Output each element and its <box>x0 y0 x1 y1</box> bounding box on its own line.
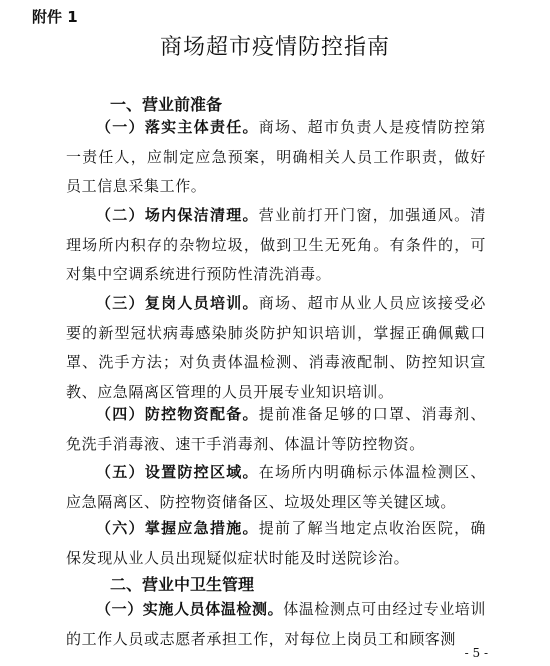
paragraph-lead: （一）落实主体责任。 <box>96 118 259 136</box>
document-title: 商场超市疫情防控指南 <box>159 35 390 60</box>
paragraph-5 <box>66 458 486 517</box>
section-heading-1: 一、营业前准备 <box>110 95 223 114</box>
paragraph-body: 在场所内明确标示体温检测区、应急隔离区、防控物资储备区、垃圾处理区等关键区域。 <box>66 463 486 511</box>
paragraph-7 <box>66 595 486 654</box>
paragraph-body: 商场、超市负责人是疫情防控第一责任人，应制定应急预案，明确相关人员工作职责，做好员工信息采集工作。 <box>66 118 486 195</box>
section-heading-2: 二、营业中卫生管理 <box>110 575 255 594</box>
paragraph-4 <box>66 400 486 459</box>
paragraph-body: 提前准备足够的口罩、消毒剂、免洗手消毒液、速干手消毒剂、体温计等防控物资。 <box>66 405 486 453</box>
paragraph-lead: （五）设置防控区域。 <box>96 463 259 481</box>
paragraph-2 <box>66 201 486 290</box>
paragraph-body: 提前了解当地定点收治医院，确保发现从业人员出现疑似症状时能及时送院诊治。 <box>66 519 486 567</box>
paragraph-lead: （一）实施人员体温检测。 <box>96 600 284 618</box>
paragraph-body: 营业前打开门窗，加强通风。清理场所内积存的杂物垃圾，做到卫生无死角。有条件的，可对集中空调系统进行预防性清洗消毒。 <box>66 206 486 283</box>
page-number: - 5 - <box>464 646 488 660</box>
paragraph-lead: （二）场内保洁清理。 <box>96 206 259 224</box>
paragraph-lead: （三）复岗人员培训。 <box>96 294 259 312</box>
paragraph-body: 商场、超市从业人员应该接受必要的新型冠状病毒感染肺炎防护知识培训，掌握正确佩戴口罩、洗手方法；对负责体温检测、消毒液配制、防控知识宣教、应急隔离区管理的人员开展专业知识培训。 <box>66 294 486 401</box>
paragraph-lead: （四）防控物资配备。 <box>96 405 259 423</box>
paragraph-3 <box>66 289 486 407</box>
paragraph-body: 体温检测点可由经过专业培训的工作人员或志愿者承担工作，对每位上岗员工和顾客测 <box>66 600 487 648</box>
attachment-label: 附件 1 <box>32 8 78 26</box>
paragraph-lead: （六）掌握应急措施。 <box>96 519 259 537</box>
paragraph-1 <box>66 113 486 202</box>
paragraph-6 <box>66 514 486 573</box>
